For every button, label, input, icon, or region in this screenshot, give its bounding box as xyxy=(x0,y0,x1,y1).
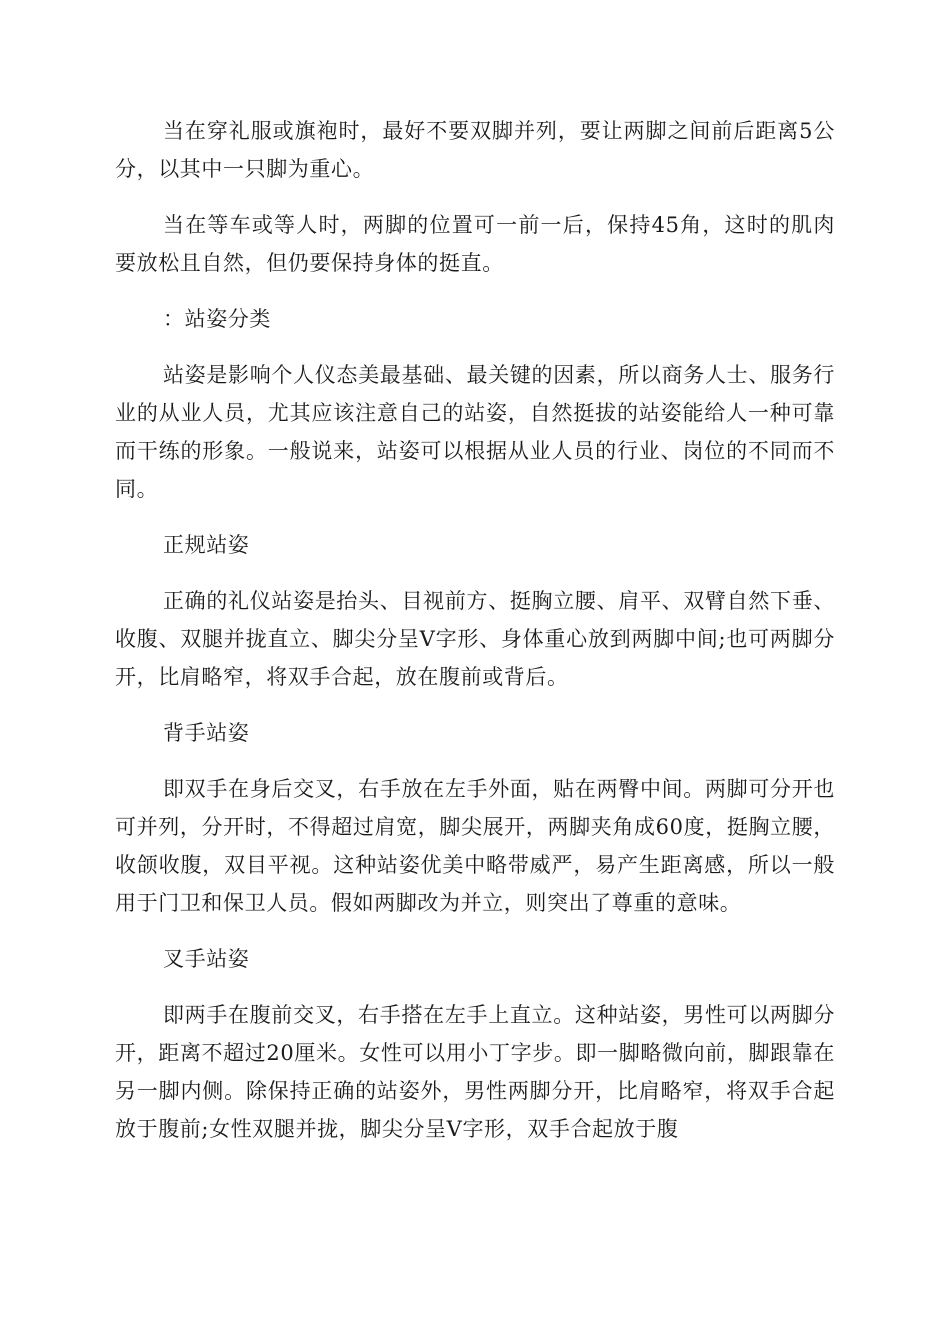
paragraph-stance-importance: 站姿是影响个人仪态美最基础、最关键的因素，所以商务人士、服务行业的从业人员，尤其应该注意自己的站姿，自然挺拔的站姿能给人一种可靠而干练的形象。一般说来，站姿可以根据从业人员的行业、岗位的不同而不同。 xyxy=(115,363,835,501)
document-page xyxy=(115,112,835,1166)
heading-crossed-hands-stance: 叉手站姿 xyxy=(163,947,250,971)
heading-stance-classification: ：站姿分类 xyxy=(163,307,271,331)
heading-standard-stance: 正规站姿 xyxy=(163,533,250,557)
heading-hands-behind-stance: 背手站姿 xyxy=(163,721,250,745)
paragraph-hands-behind-stance: 即双手在身后交叉，右手放在左手外面，贴在两臀中间。两脚可分开也可并列，分开时，不得超过肩宽，脚尖展开，两脚夹角成60度，挺胸立腰，收颌收腹，双目平视。这种站姿优美中略带威严，易产生距离感，所以一般用于门卫和保卫人员。假如两脚改为并立，则突出了尊重的意味。 xyxy=(115,777,835,915)
paragraph-standard-stance: 正确的礼仪站姿是抬头、目视前方、挺胸立腰、肩平、双臂自然下垂、收腹、双腿并拢直立、脚尖分呈V字形、身体重心放到两脚中间;也可两脚分开，比肩略窄，将双手合起，放在腹前或背后。 xyxy=(115,589,835,689)
paragraph-waiting-stance: 当在等车或等人时，两脚的位置可一前一后，保持45角，这时的肌肉要放松且自然，但仍要保持身体的挺直。 xyxy=(115,213,835,275)
paragraph-crossed-hands-stance: 即两手在腹前交叉，右手搭在左手上直立。这种站姿，男性可以两脚分开，距离不超过20厘米。女性可以用小丁字步。即一脚略微向前，脚跟靠在另一脚内侧。除保持正确的站姿外，男性两脚分开，比肩略窄，将双手合起放于腹前;女性双腿并拢，脚尖分呈V字形，双手合起放于腹 xyxy=(115,1003,835,1141)
paragraph-qipao-stance: 当在穿礼服或旗袍时，最好不要双脚并列，要让两脚之间前后距离5公分，以其中一只脚为重心。 xyxy=(115,119,835,181)
